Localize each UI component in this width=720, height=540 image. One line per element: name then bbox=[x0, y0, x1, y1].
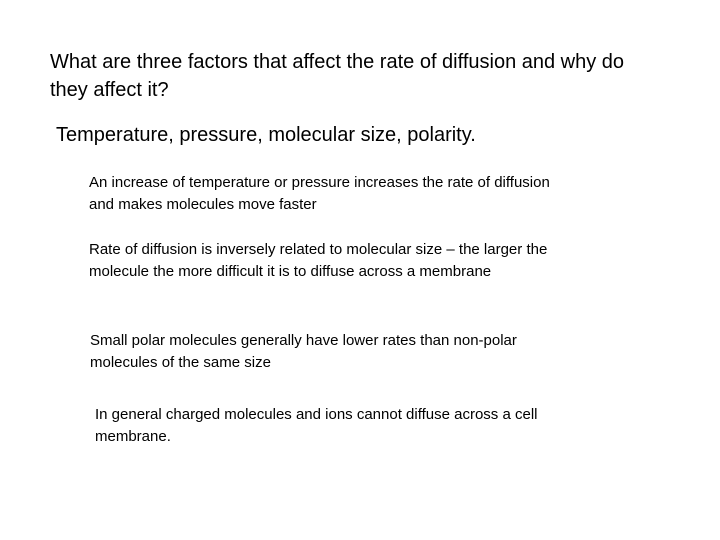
answer-summary: Temperature, pressure, molecular size, polarity. bbox=[56, 124, 476, 146]
explanation-polarity: Small polar molecules generally have lower rates than non-polar molecules of the same size bbox=[90, 332, 517, 371]
explanation-charged-molecules: In general charged molecules and ions cannot diffuse across a cell membrane. bbox=[95, 406, 538, 445]
explanation-molecular-size: Rate of diffusion is inversely related to molecular size – the larger the molecule the more difficult it is to diffuse across a membrane bbox=[89, 241, 548, 280]
question-heading: What are three factors that affect the rate of diffusion and why do they affect it? bbox=[50, 51, 625, 101]
explanation-temperature-pressure: An increase of temperature or pressure increases the rate of diffusion and makes molecules move faster bbox=[89, 174, 550, 213]
